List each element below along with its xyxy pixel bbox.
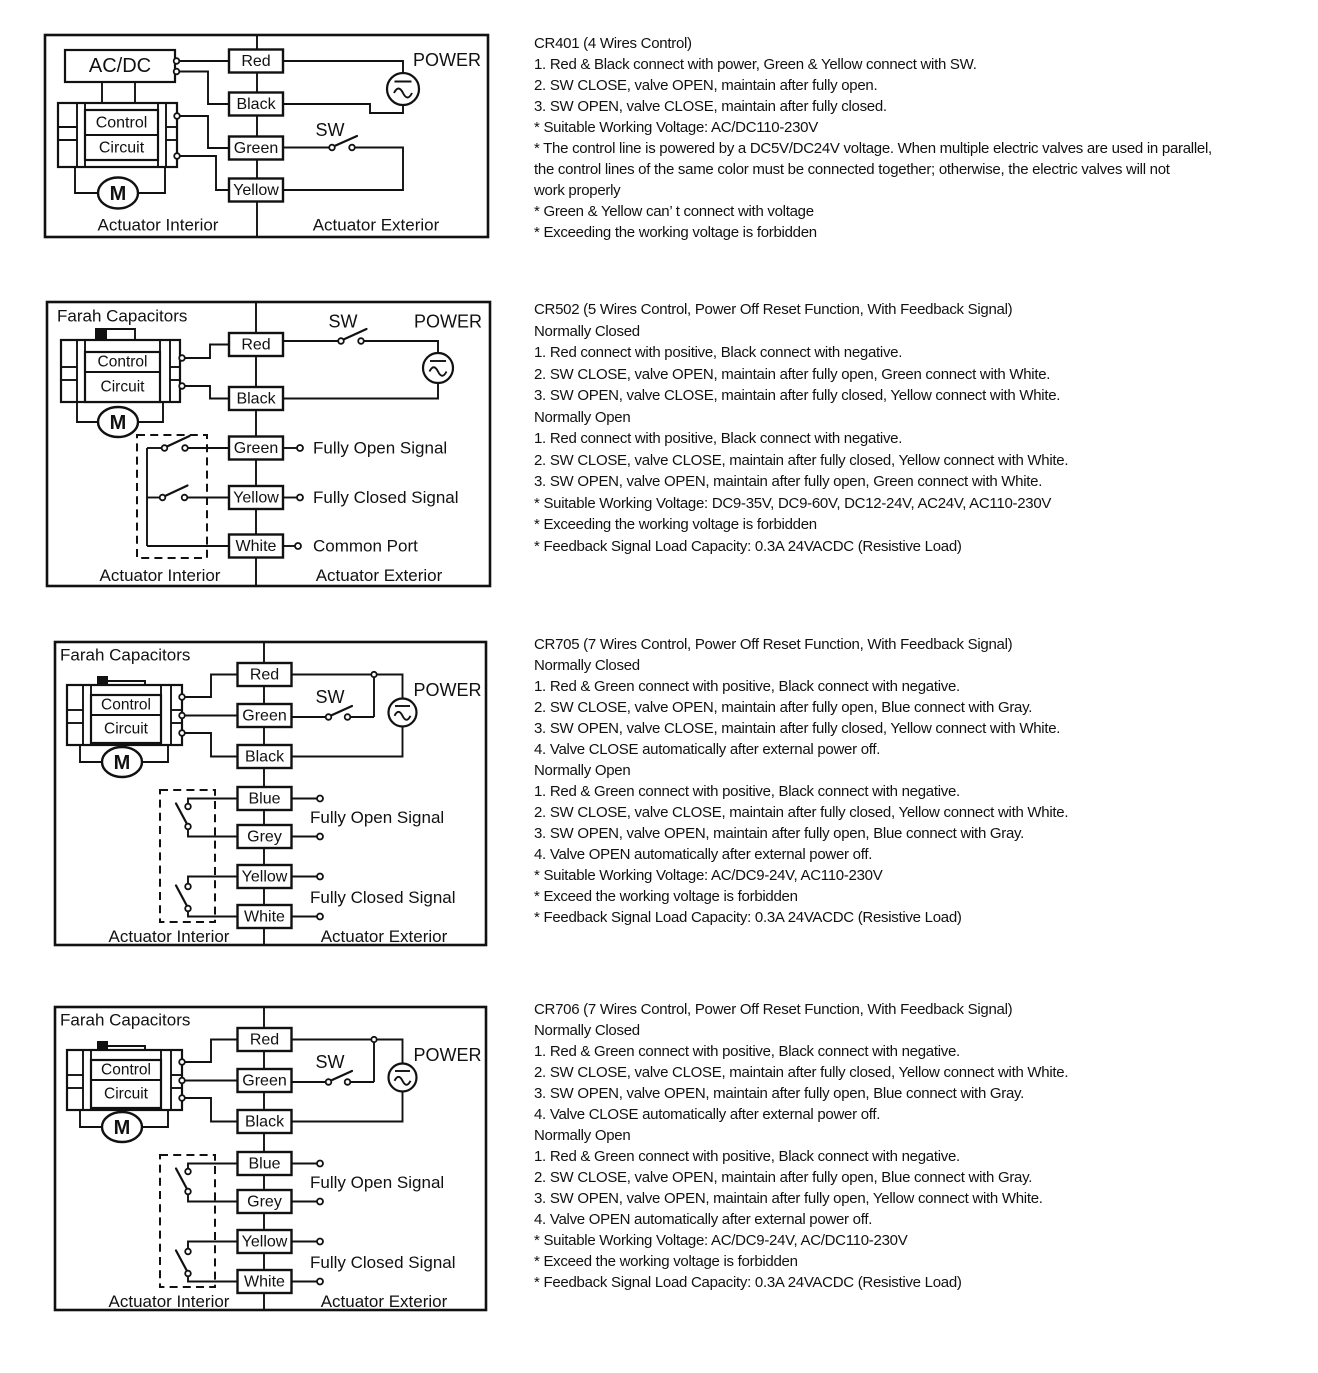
- wire-box-grey: [238, 1190, 292, 1213]
- text-line: * Exceed the working voltage is forbidden: [534, 888, 798, 905]
- text-line: 3. SW OPEN, valve CLOSE, maintain after fully closed, Yellow connect with White.: [534, 720, 1061, 737]
- power-source-icon: [423, 353, 453, 383]
- motor-icon: [75, 167, 165, 209]
- terminal-dot: [179, 355, 185, 361]
- limit-switch-icon: [162, 436, 190, 451]
- wiring-diagram-cr705: [53, 640, 489, 948]
- limit-switches-box: [160, 790, 215, 922]
- text-line: Normally Closed: [534, 657, 640, 674]
- terminal-dot: [317, 874, 323, 880]
- switch-icon: [326, 706, 352, 720]
- wire-label: Black: [244, 1113, 285, 1131]
- text-line: 1. Red & Green connect with positive, Black connect with negative.: [534, 678, 960, 695]
- text-line: Normally Open: [534, 1127, 631, 1144]
- actuator-exterior-label: Actuator Exterior: [320, 1292, 448, 1311]
- acdc-label: AC/DC: [88, 55, 152, 77]
- actuator-interior-label: Actuator Interior: [99, 566, 221, 585]
- wire-label: Yellow: [233, 182, 279, 199]
- power-label: POWER: [413, 1045, 482, 1065]
- text-line: CR705 (7 Wires Control, Power Off Reset Function, With Feedback Signal): [534, 636, 1013, 653]
- actuator-exterior-label: Actuator Exterior: [320, 927, 448, 946]
- notes-cr401: [534, 33, 1294, 243]
- wire-box-black: [238, 1110, 292, 1133]
- text-line: 4. Valve OPEN automatically after external power off.: [534, 846, 873, 863]
- wire-label: Black: [236, 96, 276, 113]
- wire-box-grey: [238, 825, 292, 848]
- text-line: * Green & Yellow can’ t connect with voltage: [534, 203, 814, 220]
- control-circuit-box: [61, 340, 185, 402]
- fully-closed-signal-label: Fully Closed Signal: [310, 888, 456, 907]
- wire-box-green: [238, 704, 292, 727]
- terminal-dot: [179, 1095, 185, 1101]
- text-line: Normally Closed: [534, 322, 640, 340]
- wire-box-white: [238, 1270, 292, 1293]
- text-line: 4. Valve CLOSE automatically after external power off.: [534, 741, 881, 758]
- text-line: 2. SW CLOSE, valve OPEN, maintain after fully open.: [534, 77, 878, 94]
- terminal-dot: [179, 1059, 185, 1065]
- text-line: the control lines of the same color must be connected together; otherwise, the electric valves will not: [534, 161, 1170, 178]
- wiring-diagram-cr706: [53, 1005, 489, 1313]
- text-line: * Feedback Signal Load Capacity: 0.3A 24VACDC (Resistive Load): [534, 537, 962, 555]
- text-line: 1. Red connect with positive, Black connect with negative.: [534, 344, 903, 361]
- text-line: Normally Open: [534, 762, 631, 779]
- limit-switch-icon: [176, 1169, 191, 1195]
- wire-box-yellow: [229, 486, 283, 509]
- terminal-dot: [179, 1078, 185, 1084]
- text-line: * Suitable Working Voltage: DC9-35V, DC9-60V, DC12-24V, AC24V, AC110-230V: [534, 494, 1052, 512]
- control-circuit-box: [67, 1050, 185, 1110]
- terminal-dot: [317, 1239, 323, 1245]
- control-label-line2: Circuit: [100, 378, 145, 396]
- limit-switch-icon: [176, 804, 191, 830]
- power-source-icon: [389, 699, 417, 727]
- terminal-dot: [317, 1161, 323, 1167]
- text-line: 1. Red connect with positive, Black connect with negative.: [534, 430, 903, 447]
- wire-label: Red: [249, 1031, 280, 1049]
- wire-box-black: [238, 745, 292, 768]
- fully-closed-signal-label: Fully Closed Signal: [310, 1253, 456, 1272]
- terminal-dot: [317, 796, 323, 802]
- terminal-dot: [295, 543, 301, 549]
- text-line: 1. Red & Black connect with power, Green & Yellow connect with SW.: [534, 56, 977, 73]
- wire-label: Green: [233, 140, 279, 157]
- text-line: 3. SW OPEN, valve CLOSE, maintain after fully closed, Yellow connect with White.: [534, 387, 1061, 404]
- text-line: 2. SW CLOSE, valve OPEN, maintain after fully open, Green connect with White.: [534, 365, 1051, 383]
- limit-switch-icon: [176, 1249, 191, 1277]
- fully-open-signal-label: Fully Open Signal: [310, 808, 445, 827]
- limit-switch-icon: [160, 486, 188, 501]
- junction-dot: [371, 672, 376, 677]
- wire-box-red: [229, 333, 283, 356]
- terminal-dot: [179, 694, 185, 700]
- text-line: 3. SW OPEN, valve OPEN, maintain after fully open, Green connect with White.: [534, 473, 1043, 490]
- power-label: POWER: [413, 311, 483, 332]
- terminal-dot: [179, 713, 185, 719]
- wire-label: White: [244, 1273, 285, 1291]
- farah-capacitors-label: Farah Capacitors: [60, 645, 191, 665]
- actuator-interior-label: Actuator Interior: [97, 215, 219, 235]
- sw-label: SW: [315, 687, 345, 707]
- sw-label: SW: [328, 311, 358, 332]
- motor-icon: [80, 1110, 168, 1142]
- switch-icon: [326, 1071, 352, 1085]
- motor-icon: [80, 745, 168, 777]
- wire-box-blue: [238, 1152, 292, 1175]
- fully-closed-signal-label: Fully Closed Signal: [313, 488, 459, 507]
- wire-box-red: [229, 50, 283, 73]
- text-line: Normally Open: [534, 408, 631, 426]
- text-line: * Feedback Signal Load Capacity: 0.3A 24VACDC (Resistive Load): [534, 1274, 962, 1291]
- motor-label: M: [113, 1117, 131, 1139]
- power-label: POWER: [412, 50, 482, 70]
- wire-box-green: [229, 437, 283, 460]
- text-line: CR401 (4 Wires Control): [534, 35, 692, 52]
- text-line: 2. SW CLOSE, valve OPEN, maintain after fully open, Blue connect with Gray.: [534, 699, 1033, 716]
- text-line: 2. SW CLOSE, valve OPEN, maintain after fully open, Blue connect with Gray.: [534, 1169, 1033, 1186]
- text-line: * Suitable Working Voltage: AC/DC9-24V, AC/DC110-230V: [534, 1232, 908, 1249]
- wire-box-red: [238, 663, 292, 686]
- terminal-dot: [297, 445, 303, 451]
- terminal-dot: [174, 153, 180, 159]
- wire-label: Green: [242, 707, 287, 725]
- wire-label: Red: [241, 53, 271, 70]
- sw-label: SW: [315, 1052, 345, 1072]
- wire-label: Red: [241, 336, 271, 354]
- wire-label: Grey: [247, 828, 282, 846]
- wire-box-blue: [238, 787, 292, 810]
- wire-label: Green: [242, 1072, 287, 1090]
- motor-label: M: [109, 412, 127, 434]
- wire-label: White: [235, 538, 277, 555]
- text-line: 3. SW OPEN, valve OPEN, maintain after fully open, Blue connect with Gray.: [534, 825, 1025, 842]
- actuator-interior-label: Actuator Interior: [108, 1292, 230, 1311]
- wire-label: Blue: [248, 790, 281, 808]
- wire-label: Yellow: [233, 489, 279, 507]
- control-label-line2: Circuit: [98, 139, 145, 157]
- terminal-dot: [297, 495, 303, 501]
- motor-icon: [77, 402, 163, 437]
- text-line: * Exceeding the working voltage is forbidden: [534, 224, 817, 241]
- text-line: 1. Red & Green connect with positive, Black connect with negative.: [534, 1043, 960, 1060]
- limit-switch-icon: [176, 884, 191, 912]
- wire-box-green: [229, 137, 283, 160]
- actuator-interior-label: Actuator Interior: [108, 927, 230, 946]
- text-line: CR502 (5 Wires Control, Power Off Reset Function, With Feedback Signal): [534, 301, 1013, 318]
- text-line: 4. Valve OPEN automatically after external power off.: [534, 1211, 873, 1228]
- text-line: * Suitable Working Voltage: AC/DC110-230V: [534, 119, 818, 136]
- wire-label: Yellow: [241, 868, 288, 886]
- notes-cr705: [534, 634, 1294, 928]
- farah-capacitors-label: Farah Capacitors: [57, 306, 188, 326]
- text-line: work properly: [534, 182, 621, 199]
- fully-open-signal-label: Fully Open Signal: [313, 438, 448, 458]
- actuator-exterior-label: Actuator Exterior: [312, 215, 440, 235]
- terminal-dot: [317, 1199, 323, 1205]
- terminal-dot: [317, 1279, 323, 1285]
- terminal-dot: [174, 58, 180, 64]
- text-line: 3. SW OPEN, valve CLOSE, maintain after fully closed.: [534, 98, 887, 115]
- control-circuit-box: [67, 685, 185, 745]
- control-label-line1: Control: [95, 114, 148, 132]
- wiring-diagram-cr502: [45, 300, 493, 589]
- terminal-dot: [179, 730, 185, 736]
- wire-label: Black: [236, 390, 276, 408]
- wire-box-yellow: [238, 865, 292, 888]
- control-label-line1: Control: [101, 1061, 151, 1079]
- text-line: 2. SW CLOSE, valve CLOSE, maintain after fully closed, Yellow connect with White.: [534, 451, 1069, 469]
- text-line: * Suitable Working Voltage: AC/DC9-24V, AC110-230V: [534, 867, 883, 884]
- wire-label: Blue: [248, 1155, 281, 1173]
- notes-cr502: [534, 299, 1294, 557]
- wire-box-white: [229, 535, 283, 558]
- text-line: 2. SW CLOSE, valve CLOSE, maintain after fully closed, Yellow connect with White.: [534, 1064, 1069, 1081]
- wire-box-red: [238, 1028, 292, 1051]
- terminal-dot: [179, 383, 185, 389]
- wire-label: Black: [244, 748, 285, 766]
- terminal-dot: [317, 914, 323, 920]
- wire-box-black: [229, 387, 283, 410]
- wire-label: White: [244, 908, 285, 926]
- text-line: 1. Red & Green connect with positive, Black connect with negative.: [534, 1148, 960, 1165]
- wire-box-green: [238, 1069, 292, 1092]
- common-port-label: Common Port: [313, 536, 418, 556]
- wiring-diagram-cr401: [43, 33, 490, 240]
- fully-open-signal-label: Fully Open Signal: [310, 1173, 445, 1192]
- terminal-dot: [174, 113, 180, 119]
- acdc-box: [65, 50, 179, 82]
- text-line: 2. SW CLOSE, valve CLOSE, maintain after fully closed, Yellow connect with White.: [534, 804, 1069, 821]
- farah-capacitors-label: Farah Capacitors: [60, 1010, 191, 1030]
- wire-label: Grey: [247, 1193, 282, 1211]
- terminal-dot: [174, 69, 180, 75]
- wire-box-yellow: [229, 179, 283, 202]
- wire-box-yellow: [238, 1230, 292, 1253]
- wire-box-white: [238, 905, 292, 928]
- text-line: Normally Closed: [534, 1022, 640, 1039]
- sw-label: SW: [315, 120, 345, 140]
- junction-dot: [371, 1037, 376, 1042]
- power-source-icon: [387, 73, 419, 105]
- control-label-line1: Control: [101, 696, 151, 714]
- text-line: 1. Red & Green connect with positive, Black connect with negative.: [534, 783, 960, 800]
- power-source-icon: [389, 1064, 417, 1092]
- control-circuit-box: [58, 103, 180, 167]
- actuator-exterior-label: Actuator Exterior: [315, 566, 443, 585]
- text-line: * The control line is powered by a DC5V/DC24V voltage. When multiple electric valves are used in parallel,: [534, 140, 1212, 157]
- capacitor-icon: [95, 328, 107, 340]
- terminal-dot: [317, 834, 323, 840]
- text-line: 3. SW OPEN, valve OPEN, maintain after fully open, Blue connect with Gray.: [534, 1085, 1025, 1102]
- wire-box-black: [229, 93, 283, 116]
- power-label: POWER: [413, 680, 482, 700]
- wire-label: Green: [233, 440, 279, 457]
- text-line: * Feedback Signal Load Capacity: 0.3A 24VACDC (Resistive Load): [534, 909, 962, 926]
- text-line: * Exceed the working voltage is forbidden: [534, 1253, 798, 1270]
- control-label-line1: Control: [97, 353, 148, 371]
- notes-cr706: [534, 999, 1294, 1293]
- control-label-line2: Circuit: [104, 720, 148, 738]
- text-line: 3. SW OPEN, valve OPEN, maintain after fully open, Yellow connect with White.: [534, 1190, 1043, 1207]
- text-line: 4. Valve CLOSE automatically after external power off.: [534, 1106, 881, 1123]
- motor-label: M: [113, 752, 131, 774]
- motor-label: M: [109, 183, 127, 205]
- text-line: CR706 (7 Wires Control, Power Off Reset Function, With Feedback Signal): [534, 1001, 1013, 1018]
- limit-switches-box: [160, 1155, 215, 1287]
- text-line: * Exceeding the working voltage is forbidden: [534, 516, 817, 533]
- wire-label: Yellow: [241, 1233, 288, 1251]
- control-label-line2: Circuit: [104, 1085, 148, 1103]
- wire-label: Red: [249, 666, 280, 684]
